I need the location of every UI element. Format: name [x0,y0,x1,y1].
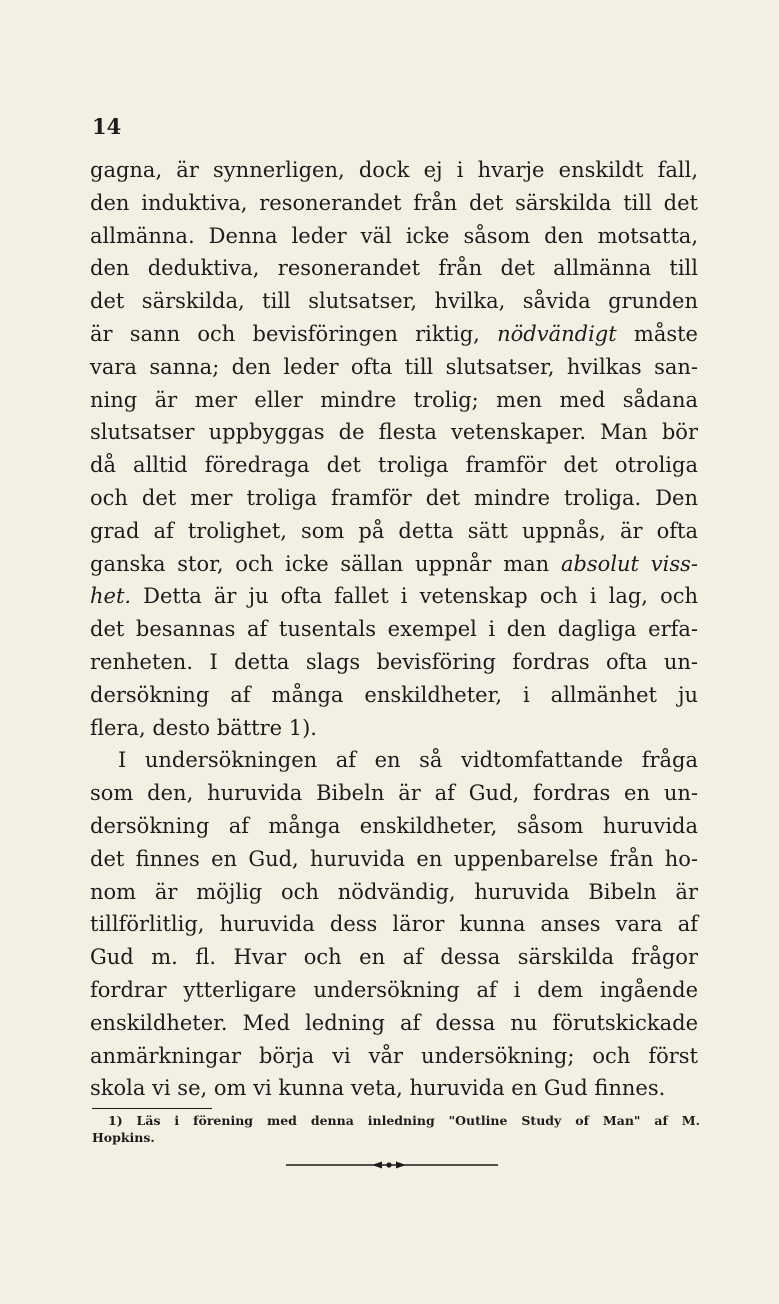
italic-emphasis: absolut viss- [560,551,698,576]
text-line: anmärkningar börja vi vår undersökning; och först [90,1043,698,1068]
text-segment: ganska stor, och icke sällan uppnår man [90,551,561,576]
text-line: det finnes en Gud, huruvida en uppenbarelse från ho- [90,846,698,871]
end-ornament-icon [286,1160,498,1170]
text-line: det besannas af tusentals exempel i den dagliga erfa- [90,617,698,642]
footnote [92,1112,700,1146]
footnote-divider [92,1108,212,1109]
text-line: allmänna. Denna leder väl icke såsom den motsatta, [90,223,698,248]
text-line: den deduktiva, resonerandet från det allmänna till [90,256,698,281]
text-line: då alltid föredraga det troliga framför det otroliga [90,453,698,478]
text-line: flera, desto bättre 1). [90,715,317,740]
text-line: fordrar ytterligare undersökning af i dem ingående [90,977,698,1002]
italic-emphasis: het. [90,584,132,609]
text-line: I undersökningen af en så vidtomfattande fråga [118,748,698,773]
footnote-line: 1) Läs i förening med denna inledning "Outline Study of Man" af M. [108,1113,700,1128]
text-line: slutsatser uppbyggas de flesta vetenskaper. Man bör [90,420,698,445]
text-line: och det mer troliga framför det mindre troliga. Den [90,485,698,510]
text-line: tillförlitlig, huruvida dess läror kunna anses vara af [90,912,698,937]
text-line: Gud m. fl. Hvar och en af dessa särskilda frågor [90,945,698,970]
text-line: skola vi se, om vi kunna veta, huruvida en Gud finnes. [90,1076,666,1101]
text-line: dersökning af många enskildheter, i allmänhet ju [90,682,698,707]
text-line: det särskilda, till slutsatser, hvilka, såvida grunden [90,289,698,314]
text-line: renheten. I detta slags bevisföring fordras ofta un- [90,649,698,674]
text-line [90,318,698,351]
footnote-line: Hopkins. [92,1130,155,1145]
text-line: nom är möjlig och nödvändig, huruvida Bibeln är [90,879,698,904]
text-line: ning är mer eller mindre trolig; men med sådana [90,387,698,412]
text-line: som den, huruvida Bibeln är af Gud, fordras en un- [90,781,698,806]
text-line [90,548,698,581]
text-line: dersökning af många enskildheter, såsom huruvida [90,813,698,838]
text-segment: är sann och bevisföringen riktig, [90,321,498,346]
italic-emphasis: nödvändigt [497,321,617,346]
text-line: grad af trolighet, som på detta sätt uppnås, är ofta [90,518,698,543]
text-line: vara sanna; den leder ofta till slutsatser, hvilkas san- [90,354,698,379]
text-line [90,580,698,613]
text-line: gagna, är synnerligen, dock ej i hvarje enskildt fall, [90,158,698,182]
text-line: den induktiva, resonerandet från det särskilda till det [90,190,698,215]
text-segment: måste [616,321,698,346]
page-number: 14 [92,114,122,139]
text-line: enskildheter. Med ledning af dessa nu förutskickade [90,1010,698,1035]
body-text [90,154,698,1105]
text-segment: Detta är ju ofta fallet i vetenskap och i lag, och [131,584,698,609]
